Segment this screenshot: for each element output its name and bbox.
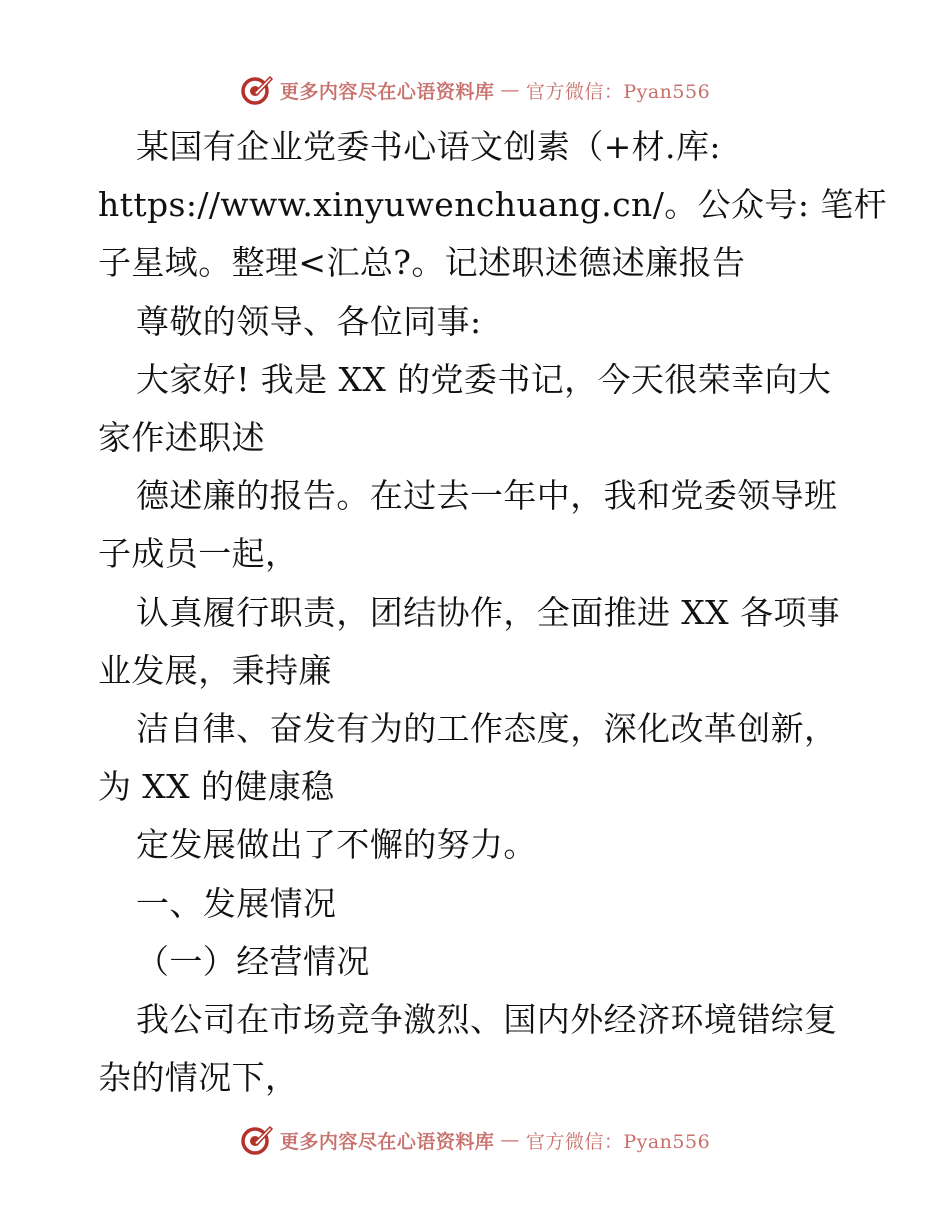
section-heading: 一、发展情况 (136, 883, 337, 923)
doc-line: 洁自律、奋发有为的工作态度，深化改革创新， (136, 709, 838, 749)
banner-wechat-text: 官方微信：Pyan556 (525, 1130, 711, 1153)
doc-line: 为 XX 的健康稳 (98, 767, 335, 807)
doc-line: 定发展做出了不懈的努力。 (136, 825, 537, 865)
doc-line: 德述廉的报告。在过去一年中，我和党委领导班 (136, 476, 838, 516)
quill-pen-logo-icon (240, 1123, 274, 1157)
doc-line: 业发展，秉持廉 (98, 650, 332, 690)
subsection-heading: （一）经营情况 (136, 941, 370, 981)
doc-line: 认真履行职责，团结协作，全面推进 XX 各项事 (136, 592, 841, 632)
banner-wechat-text: 官方微信：Pyan556 (525, 80, 711, 103)
banner-dash: — (500, 1129, 520, 1151)
quill-pen-logo-icon (240, 73, 274, 107)
doc-line: 我公司在市场竞争激烈、国内外经济环境错综复 (136, 1000, 838, 1040)
doc-line: 家作述职述 (98, 418, 265, 458)
doc-line: 杂的情况下， (98, 1058, 299, 1098)
footer-banner (0, 1120, 950, 1160)
doc-line: 子成员一起， (98, 534, 299, 574)
doc-line: https://www.xinyuwenchuang.cn/。公众号: 笔杆 (98, 185, 888, 225)
doc-line: 尊敬的领导、各位同事: (136, 301, 482, 341)
doc-line: 某国有企业党委书心语文创素（+材.库: (136, 127, 721, 166)
banner-main-text: 更多内容尽在心语资料库 (279, 1130, 495, 1153)
banner-main-text: 更多内容尽在心语资料库 (279, 80, 495, 103)
doc-line: 子星域。整理<汇总?。记述职述德述廉报告 (98, 243, 746, 283)
header-banner (0, 70, 950, 110)
doc-line: 大家好! 我是 XX 的党委书记，今天很荣幸向大 (136, 359, 832, 399)
document-body (98, 118, 888, 1107)
banner-dash: — (500, 79, 520, 101)
